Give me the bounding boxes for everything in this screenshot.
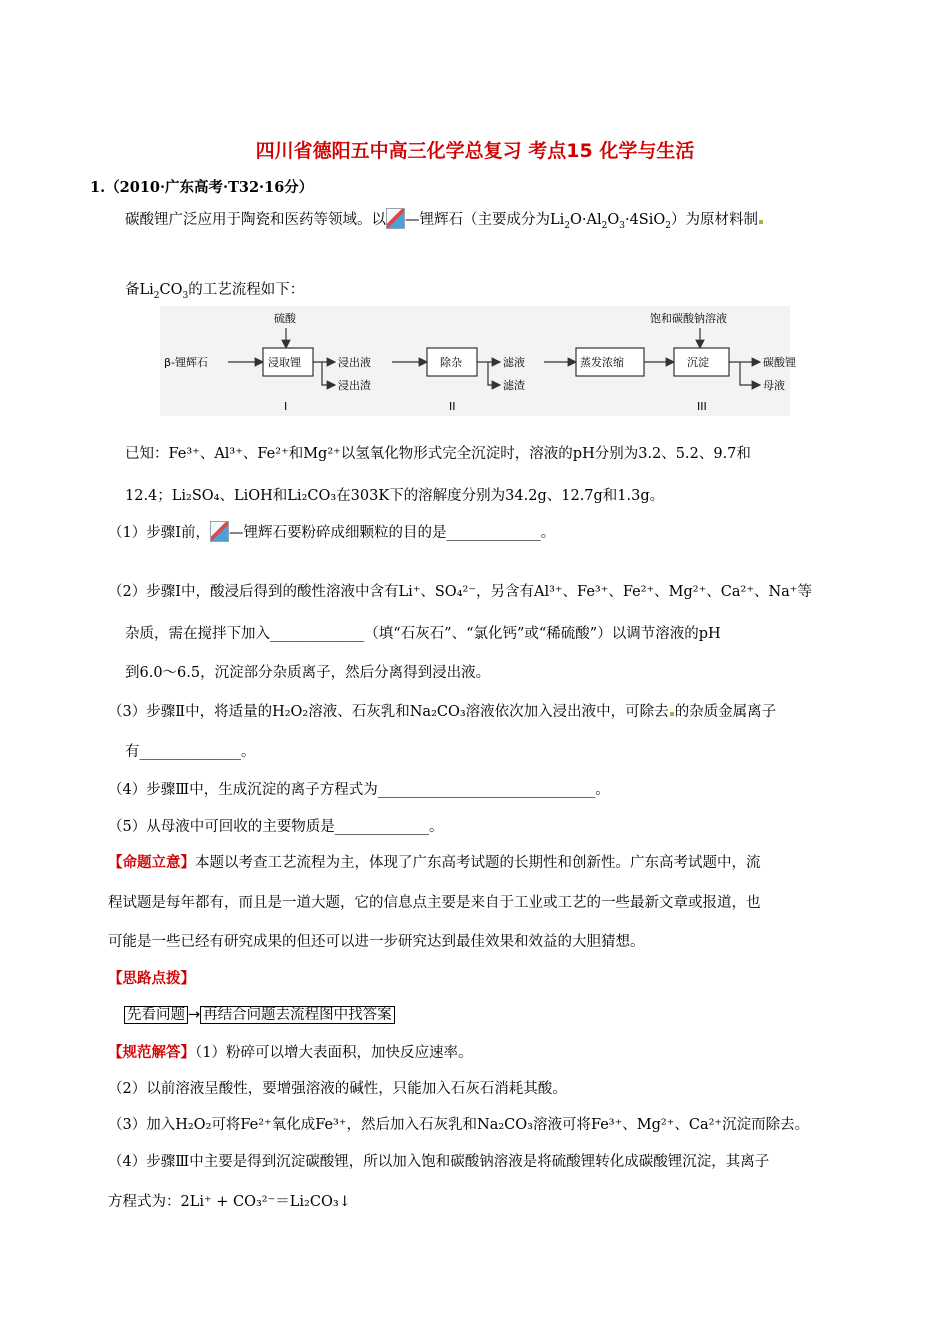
intro-text: ·4SiO <box>624 212 666 228</box>
mingti-line-1 <box>108 851 761 872</box>
intro-text: O·Al <box>570 212 602 228</box>
question-2-line-3: 到6.0～6.5，沉淀部分杂质离子，然后分离得到浸出液。 <box>125 665 491 681</box>
answer-2: （2）以前溶液呈酸性，要增强溶液的碱性，只能加入石灰石消耗其酸。 <box>108 1081 567 1097</box>
answer-3: （3）加入H₂O₂可将Fe²⁺氧化成Fe³⁺，然后加入石灰乳和Na₂CO₃溶液可将Fe³⁺、Mg²⁺、Ca²⁺沉淀而除去。 <box>108 1117 810 1133</box>
process-flow-diagram <box>160 306 796 416</box>
known-line-1: 已知：Fe³⁺、Al³⁺、Fe²⁺和Mg²⁺以氢氧化物形式完全沉淀时，溶液的pH分别为3.2、5.2、9.7和 <box>125 446 751 462</box>
known-line-2: 12.4；Li₂SO₄、LiOH和Li₂CO₃在303K下的溶解度分别为34.2g、12.7g和1.3g。 <box>125 488 665 504</box>
answer-1 <box>108 1041 472 1062</box>
flow-node-lithium-carbonate: 碳酸锂 <box>763 356 796 369</box>
intro-line-2: 备$Li_2CO_3$的工艺流程如下： <box>125 282 305 301</box>
question-3-line-1 <box>108 700 776 721</box>
question-2-line-1: （2）步骤Ⅰ中，酸浸后得到的酸性溶液中含有Li⁺、SO₄²⁻，另含有Al³⁺、Fe³⁺、Fe²⁺、Mg²⁺、Ca²⁺、Na⁺等 <box>108 584 812 600</box>
question-number: 1. <box>90 179 106 196</box>
question-1 <box>108 521 555 542</box>
page-title: 四川省德阳五中高三化学总复习 考点15 化学与生活 <box>255 140 695 162</box>
arrow-right-icon: → <box>188 1007 201 1023</box>
answer-4-line-2: 方程式为：2Li⁺ + CO₃²⁻＝Li₂CO₃↓ <box>108 1194 351 1210</box>
answer-4-line-1: （4）步骤Ⅲ中主要是得到沉淀碳酸锂，所以加入饱和碳酸钠溶液是将硫酸锂转化成碳酸锂沉淀，其离子 <box>108 1154 770 1170</box>
flow-node-leach: 浸取锂 <box>268 356 301 369</box>
question-5: （5）从母液中可回收的主要物质是_____________。 <box>108 819 444 835</box>
mingti-line-2: 程试题是每年都有，而且是一道大题，它的信息点主要是来自于工业或工艺的一些最新文章或报道，也 <box>108 895 761 911</box>
answer-1-text: （1）粉碎可以增大表面积，加快反应速率。 <box>195 1045 473 1061</box>
silu-label: 【思路点拨】 <box>108 970 195 987</box>
image-placeholder-icon <box>386 208 405 229</box>
flow-input-sodium-carbonate: 饱和碳酸钠溶液 <box>650 312 727 325</box>
silu-step-2: 再结合问题去流程图中找答案 <box>200 1006 395 1024</box>
question-3-text: 的杂质金属离子 <box>674 704 777 720</box>
intro-text: 的工艺流程如下： <box>188 282 305 298</box>
silu-flow <box>124 1003 395 1024</box>
flow-node-filtrate: 滤液 <box>503 356 525 369</box>
intro-text: 碳酸锂广泛应用于陶瓷和医药等领域。以 <box>125 212 386 228</box>
mingti-text: 本题以考查工艺流程为主，体现了广东高考试题的长期性和创新性。广东高考试题中，流 <box>195 855 761 871</box>
mark-dot <box>759 220 763 224</box>
intro-line-1: 碳酸锂广泛应用于陶瓷和医药等领域。以 —锂辉石（主要成分为$Li_2O\cdot Al_2O_3\cdot 4SiO_2$）为原材料制 <box>125 208 764 229</box>
intro-text: 备Li <box>125 282 154 298</box>
question-3-line-2: 有______________。 <box>125 744 256 760</box>
flow-node-precipitate: 沉淀 <box>687 356 709 369</box>
flow-node-spodumene: β-锂辉石 <box>164 356 208 369</box>
flow-node-leach-residue: 浸出渣 <box>338 379 371 392</box>
flow-node-mother-liquor: 母液 <box>763 379 785 392</box>
flow-node-evaporate: 蒸发浓缩 <box>580 356 624 369</box>
mark-dot <box>670 712 674 716</box>
mingti-label: 【命题立意】 <box>108 854 195 871</box>
guifan-label: 【规范解答】 <box>108 1044 195 1061</box>
flow-node-filter-residue: 滤渣 <box>503 379 525 392</box>
flow-node-leachate: 浸出液 <box>338 356 371 369</box>
image-placeholder-icon <box>210 521 229 542</box>
question-1-text: （1）步骤Ⅰ前， <box>108 525 210 541</box>
flow-node-purify: 除杂 <box>440 356 462 369</box>
flow-step-label-2: II <box>449 400 456 413</box>
question-source: （2010·广东高考·T32·16分） <box>105 179 314 196</box>
question-4: （4）步骤Ⅲ中，生成沉淀的离子方程式为______________________________。 <box>108 782 610 798</box>
flow-step-label-3: III <box>697 400 707 413</box>
flow-input-sulfuric-acid: 硫酸 <box>274 312 296 325</box>
question-3-text: （3）步骤Ⅱ中，将适量的H₂O₂溶液、石灰乳和Na₂CO₃溶液依次加入浸出液中，可除去 <box>108 704 669 720</box>
intro-text: O <box>607 212 620 228</box>
intro-text: CO <box>159 282 183 298</box>
flow-step-label-1: I <box>284 400 288 413</box>
intro-text: —锂辉石（主要成分为Li <box>405 212 565 228</box>
question-2-line-2: 杂质，需在搅拌下加入_____________（填“石灰石”、“氯化钙”或“稀硫酸”）以调节溶液的pH <box>125 626 721 642</box>
intro-text: ）为原材料制 <box>671 212 758 228</box>
mingti-line-3: 可能是一些已经有研究成果的但还可以进一步研究达到最佳效果和效益的大胆猜想。 <box>108 934 645 950</box>
question-header <box>90 176 313 197</box>
question-1-text: —锂辉石要粉碎成细颗粒的目的是_____________。 <box>228 525 556 541</box>
silu-step-1: 先看问题 <box>124 1006 188 1024</box>
